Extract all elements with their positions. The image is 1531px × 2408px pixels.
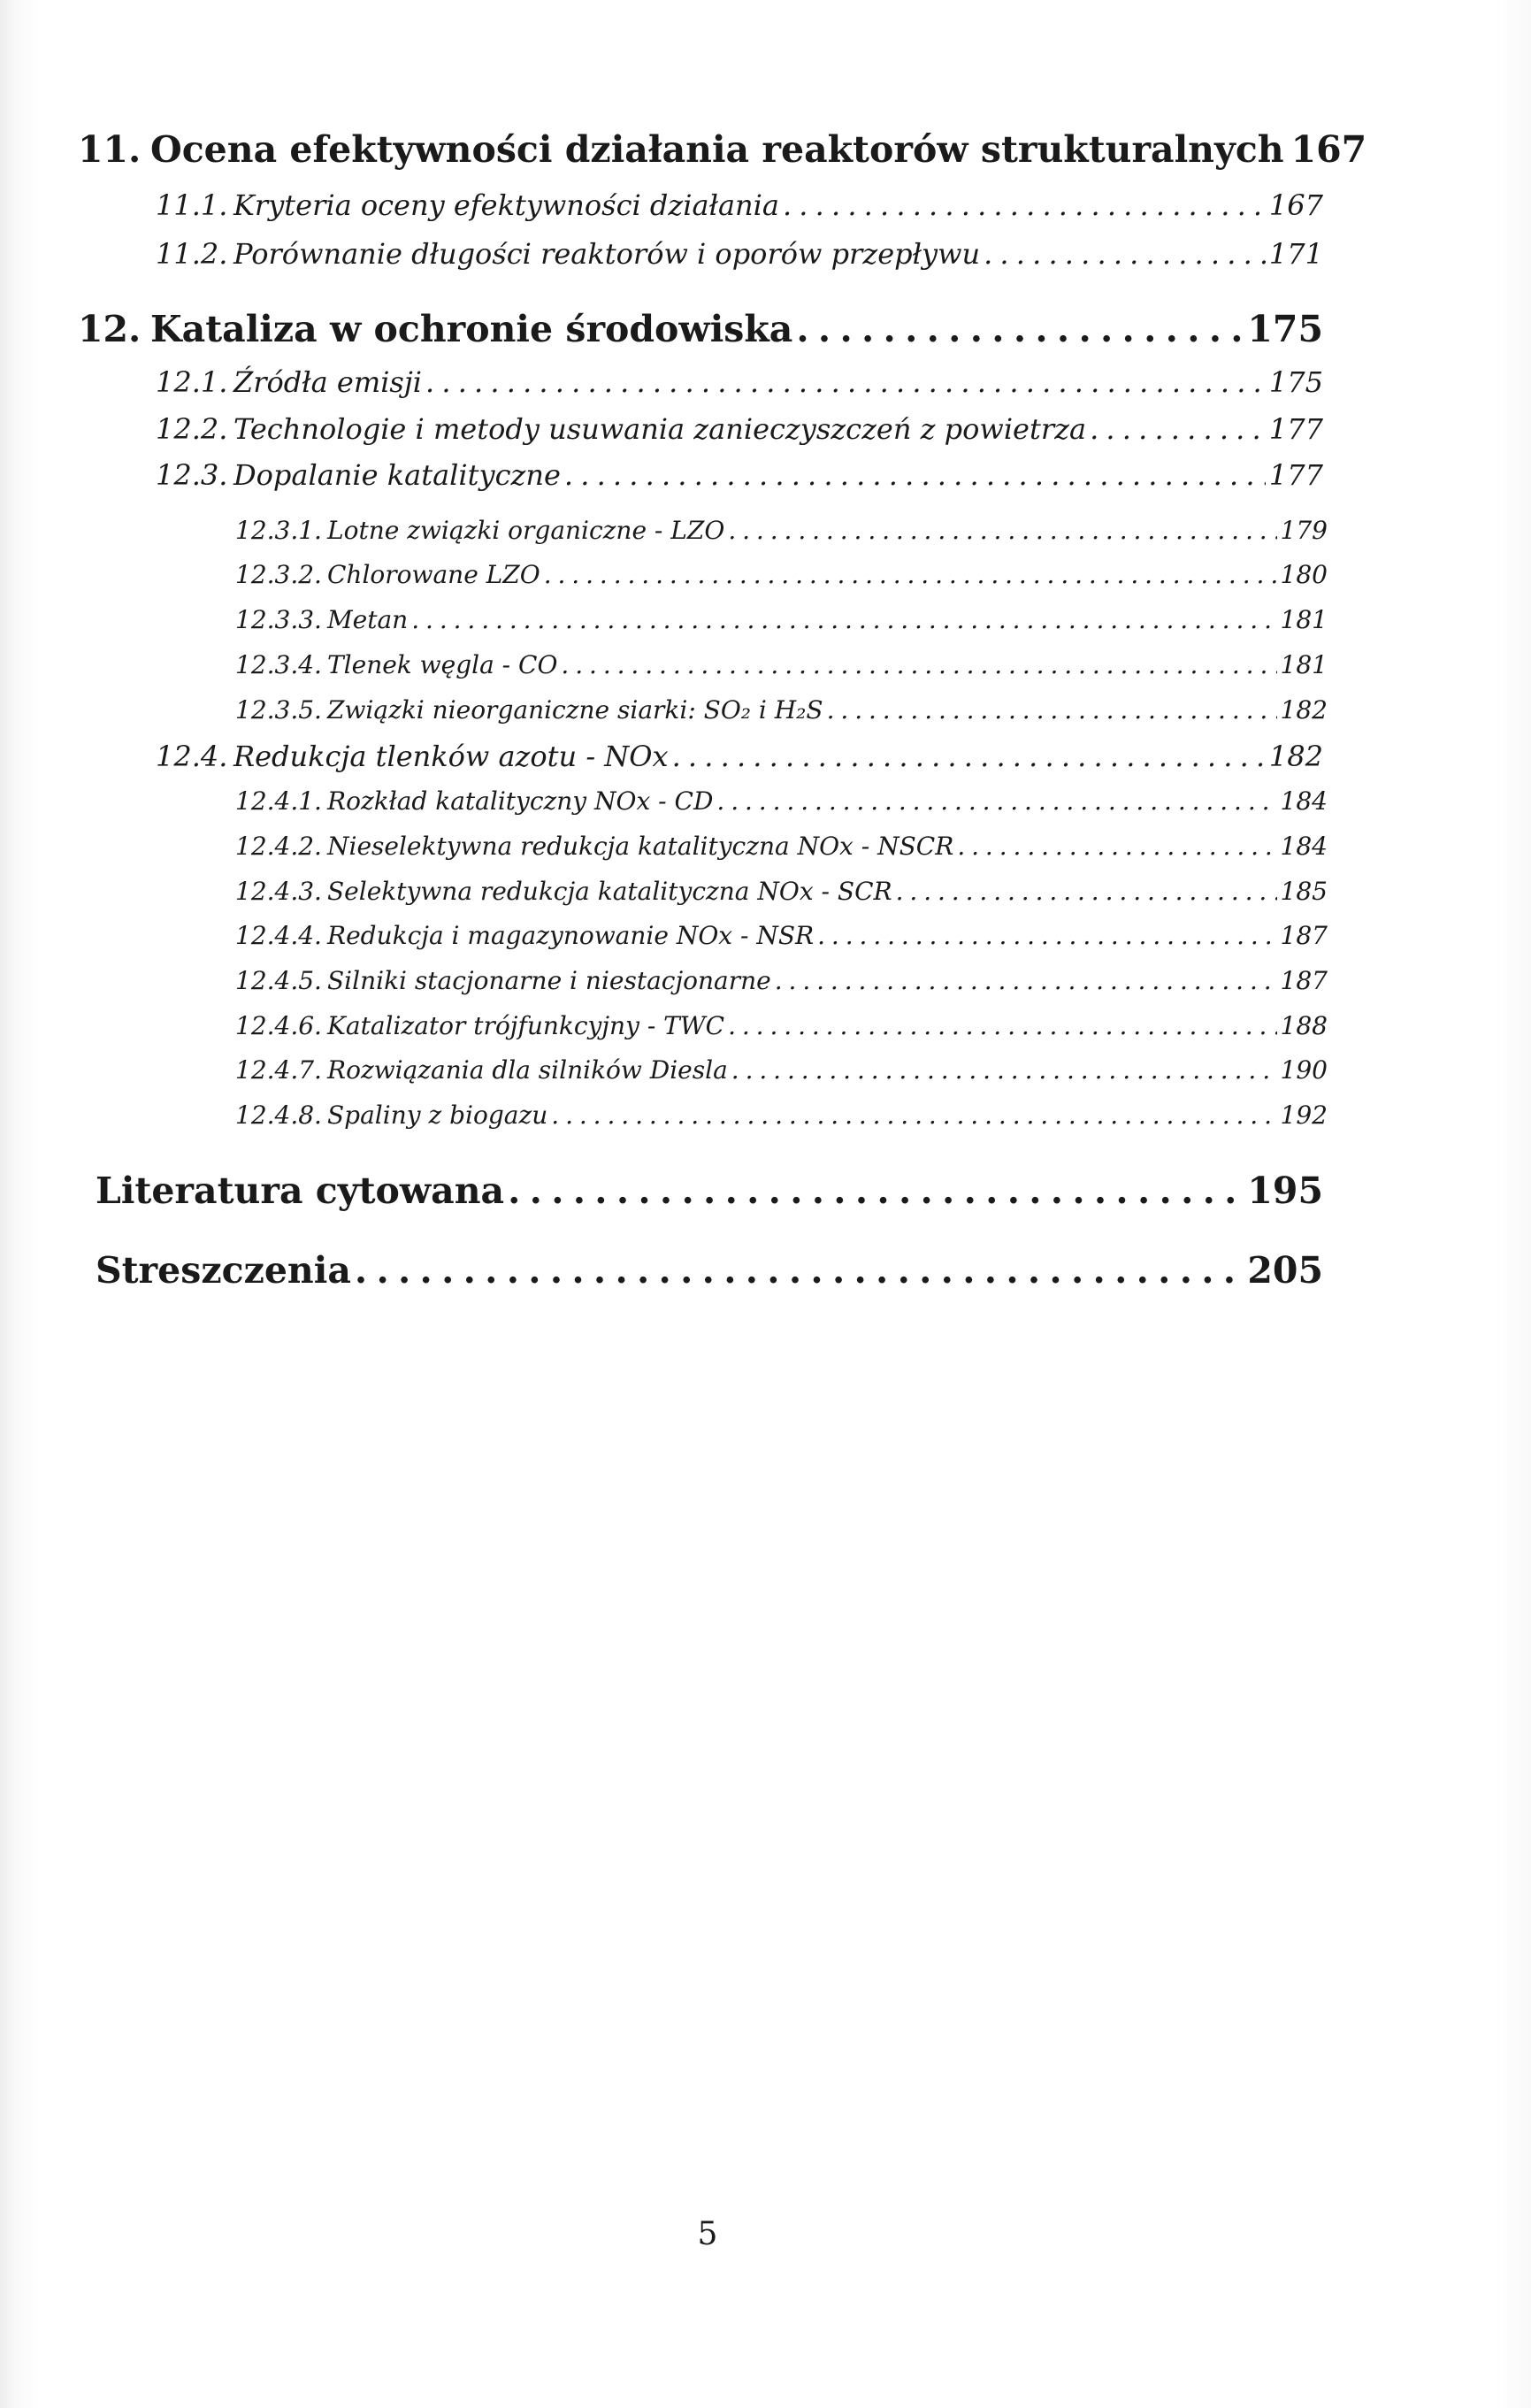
toc-section-11-2 [0,237,1531,271]
toc-number: 12.4.3. [235,877,322,906]
dot-leader [957,832,1276,861]
toc-subsection-12-4-7 [0,1055,1531,1085]
toc-page: 184 [1280,786,1328,816]
toc-page: 188 [1280,1011,1328,1040]
toc-title: Kryteria oceny efektywności działania [233,188,779,222]
toc-title: Dopalanie katalityczne [233,458,561,492]
dot-leader [775,966,1277,995]
toc-subsection-12-4-6 [0,1011,1531,1040]
dot-leader [411,605,1276,634]
dot-leader [544,560,1277,589]
toc-title: Kataliza w ochronie środowiska [150,308,793,350]
toc-title: Selektywna redukcja katalityczna NOx - SCR [327,877,892,906]
toc-page: 175 [1247,308,1323,350]
toc-page: 175 [1268,365,1323,399]
dot-leader [817,921,1276,950]
toc-number: 12.4.5. [235,966,322,995]
toc-number: 12.4.1. [235,786,322,816]
dot-leader [672,740,1266,773]
dot-leader [355,1249,1244,1292]
toc-number: 12.3.1. [235,516,322,545]
toc-section-12-2 [0,412,1531,446]
toc-page: 177 [1268,458,1323,492]
toc-subsection-12-4-8 [0,1100,1531,1130]
toc-page: 184 [1280,832,1328,861]
toc-number: 12.1. [156,365,228,399]
dot-leader [827,695,1277,725]
toc-section-12-4 [0,740,1531,773]
dot-leader [731,1055,1277,1085]
toc-section-12-3 [0,458,1531,492]
toc-number: 12.4.2. [235,832,322,861]
toc-title: Ocena efektywności działania reaktorów strukturalnych [150,128,1284,171]
dot-leader [425,365,1266,399]
toc-page: 179 [1280,516,1328,545]
toc-title: Nieselektywna redukcja katalityczna NOx - NSCR [327,832,954,861]
toc-page: 167 [1268,188,1323,222]
toc-title: Silniki stacjonarne i niestacjonarne [327,966,771,995]
dot-leader [728,516,1276,545]
toc-literature [0,1169,1531,1212]
toc-page: 181 [1280,605,1328,634]
toc-title: Porównanie długości reaktorów i oporów przepływu [233,237,981,271]
toc-title: Źródła emisji [233,365,422,399]
toc-title: Spaliny z biogazu [327,1100,548,1130]
toc-number: 12.4.4. [235,921,322,950]
toc-title: Metan [327,605,409,634]
toc-number: 11.1. [156,188,228,222]
toc-subsection-12-4-4 [0,921,1531,950]
toc-subsection-12-4-3 [0,877,1531,906]
page-number: 5 [697,2216,718,2252]
toc-page: 177 [1268,412,1323,446]
toc-number: 12.3.5. [235,695,322,725]
toc-subsection-12-3-5 [0,695,1531,725]
toc-section-12-1 [0,365,1531,399]
dot-leader [564,458,1266,492]
toc-chapter-11 [0,128,1531,171]
toc-page: 195 [1247,1169,1323,1212]
toc-subsection-12-3-2 [0,560,1531,589]
toc-title: Związki nieorganiczne siarki: SO₂ i H₂S [327,695,823,725]
toc-page: 190 [1280,1055,1328,1085]
toc-title: Redukcja tlenków azotu - NOx [233,740,669,773]
toc-title: Lotne związki organiczne - LZO [327,516,725,545]
toc-page: 192 [1280,1100,1328,1130]
toc-abstracts [0,1249,1531,1292]
toc-subsection-12-4-5 [0,966,1531,995]
dot-leader [783,188,1266,222]
toc-number: 11.2. [156,237,228,271]
toc-title: Katalizator trójfunkcyjny - TWC [327,1011,725,1040]
toc-page: 187 [1280,921,1328,950]
toc-page: 185 [1280,877,1328,906]
toc-page: 171 [1268,237,1323,271]
toc-title: Rozkład katalityczny NOx - CD [327,786,714,816]
toc-number: 12.4.8. [235,1100,322,1130]
toc-page: 181 [1280,650,1328,679]
toc-chapter-12 [0,308,1531,350]
toc-page: 180 [1280,560,1328,589]
toc-number: 12.3. [156,458,228,492]
toc-subsection-12-4-1 [0,786,1531,816]
toc-page: 167 [1290,128,1367,171]
toc-title: Literatura cytowana [96,1169,505,1212]
toc-title: Streszczenia [96,1249,351,1292]
toc-number: 12.3.3. [235,605,322,634]
dot-leader [896,877,1277,906]
toc-number: 12. [78,308,142,350]
dot-leader [561,650,1276,679]
toc-number: 12.2. [156,412,228,446]
toc-title: Tlenek węgla - CO [327,650,558,679]
toc-subsection-12-4-2 [0,832,1531,861]
dot-leader [508,1169,1244,1212]
dot-leader [1090,412,1266,446]
toc-number: 11. [78,128,142,171]
toc-number: 12.3.4. [235,650,322,679]
toc-page: 182 [1268,740,1323,773]
toc-title: Redukcja i magazynowanie NOx - NSR [327,921,815,950]
dot-leader [551,1100,1276,1130]
dot-leader [984,237,1266,271]
toc-number: 12.4.6. [235,1011,322,1040]
toc-number: 12.4.7. [235,1055,322,1085]
toc-page: 182 [1280,695,1328,725]
toc-title: Rozwiązania dla silników Diesla [327,1055,728,1085]
toc-number: 12.3.2. [235,560,322,589]
toc-subsection-12-3-1 [0,516,1531,545]
toc-page: 205 [1247,1249,1323,1292]
toc-title: Chlorowane LZO [327,560,540,589]
dot-leader [716,786,1276,816]
toc-section-11-1 [0,188,1531,222]
toc-number: 12.4. [156,740,228,773]
dot-leader [796,308,1244,350]
toc-page: 187 [1280,966,1328,995]
toc-subsection-12-3-4 [0,650,1531,679]
toc-title: Technologie i metody usuwania zanieczyszczeń z powietrza [233,412,1087,446]
toc-subsection-12-3-3 [0,605,1531,634]
dot-leader [728,1011,1276,1040]
